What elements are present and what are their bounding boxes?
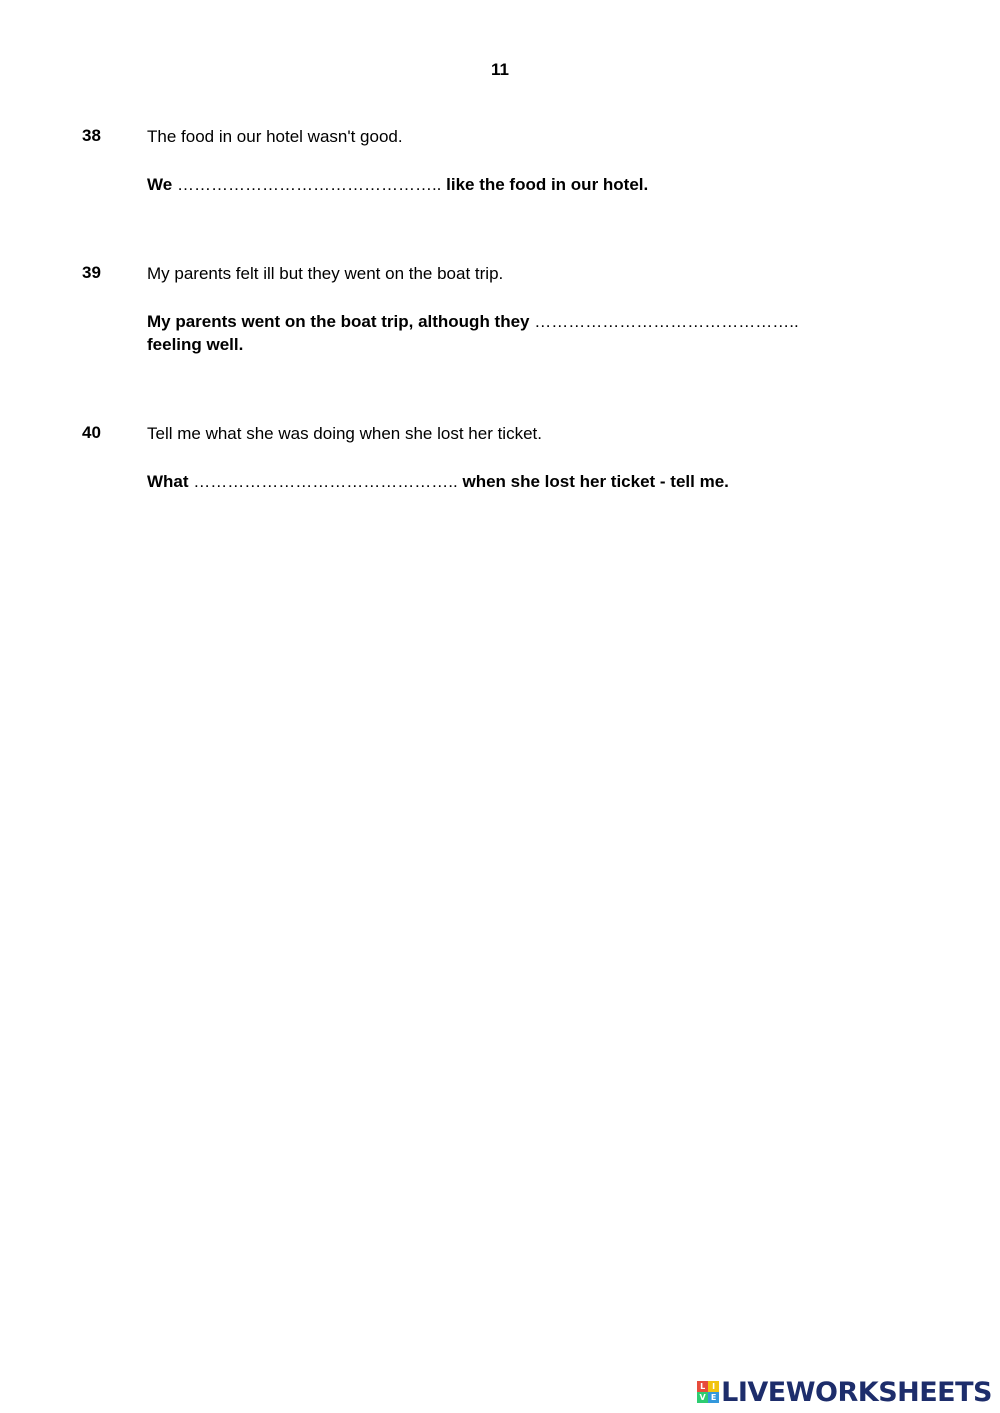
answer-start: What [147,472,189,491]
logo-cell-i: I [708,1381,719,1392]
answer-blank[interactable]: ……………………………………….. [193,472,458,491]
page-number: 11 [491,60,509,79]
answer-sentence [147,470,887,493]
logo-cell-v: V [697,1392,708,1403]
answer-blank[interactable]: ……………………………………….. [534,312,799,331]
question-body [147,263,887,356]
answer-sentence [147,173,887,196]
question-number: 38 [82,126,101,145]
question-prompt: My parents felt ill but they went on the boat trip. [147,264,504,283]
question-body [147,126,887,196]
answer-end: when she lost her ticket - tell me. [462,472,729,491]
answer-start: My parents went on the boat trip, although they [147,312,530,331]
answer-blank[interactable]: ……………………………………….. [176,175,442,194]
logo-cell-l: L [697,1381,708,1392]
liveworksheets-watermark [697,1377,992,1407]
answer-start: We [147,175,173,194]
answer-end: feeling well. [147,335,244,354]
question-number: 39 [82,263,101,282]
watermark-brand: LIVEWORKSHEETS [721,1376,992,1408]
logo-cell-e: E [708,1392,719,1403]
question-prompt: The food in our hotel wasn't good. [147,127,403,146]
liveworksheets-logo-icon [697,1381,719,1403]
question-number: 40 [82,423,101,442]
answer-sentence [147,310,887,356]
answer-end: like the food in our hotel. [446,175,649,194]
question-body [147,423,887,493]
question-prompt: Tell me what she was doing when she lost her ticket. [147,424,542,443]
